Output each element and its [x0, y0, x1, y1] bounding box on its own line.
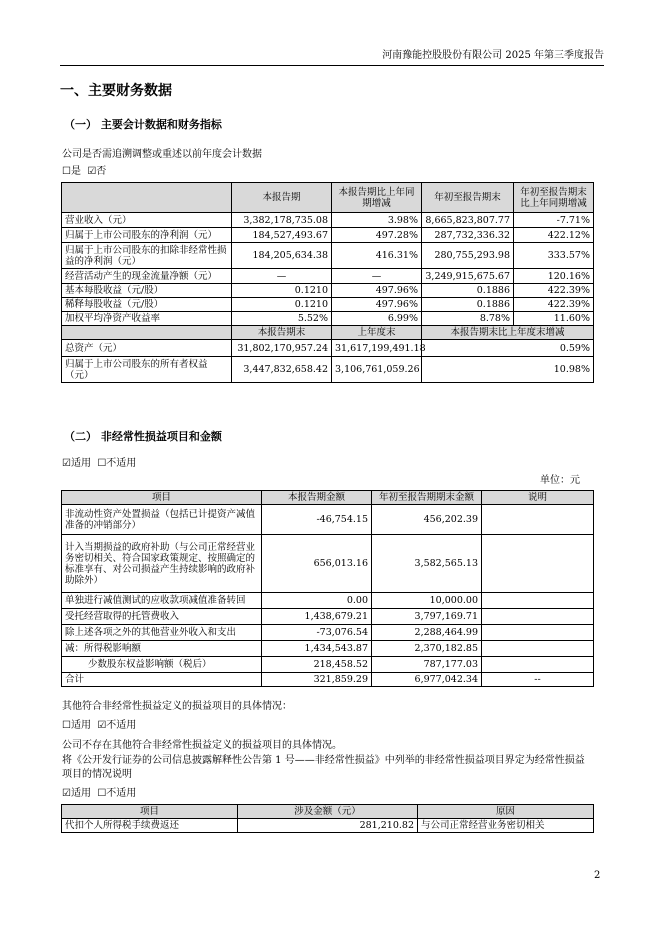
value-cell: 656,013.16	[262, 535, 372, 593]
note-cell	[482, 625, 594, 641]
row-label: 基本每股收益（元/股）	[62, 284, 232, 298]
table-row	[62, 228, 594, 243]
table-header-row	[62, 491, 594, 505]
reason-cell: 与公司正常经营业务密切相关	[418, 819, 594, 833]
value-cell: 497.96%	[332, 284, 422, 298]
page-number: 2	[594, 870, 601, 881]
value-cell: 8,665,823,807.77	[422, 213, 514, 228]
value-cell: 3,582,565.13	[372, 535, 482, 593]
note-cell: --	[482, 673, 594, 687]
value-cell: 5.52%	[232, 312, 332, 326]
value-cell: —	[332, 269, 422, 284]
not-applicable-checkbox[interactable]: ☐不适用	[97, 458, 137, 469]
table-row	[62, 641, 594, 657]
value-cell: 497.96%	[332, 298, 422, 312]
value-cell: 321,859.29	[262, 673, 372, 687]
no-other-items-text: 公司不存在其他符合非经常性损益定义的损益项目的具体情况。	[62, 740, 342, 751]
table-total-row	[62, 673, 594, 687]
header-cell: 本报告期末	[232, 326, 332, 340]
applicable-options-1	[62, 457, 136, 471]
applicable-checkbox[interactable]: ☐适用	[62, 720, 91, 731]
value-cell: 422.39%	[514, 298, 594, 312]
value-cell: 0.1210	[232, 284, 332, 298]
note-cell	[482, 641, 594, 657]
header-cell: 年初至报告期期末金额	[372, 491, 482, 505]
explanation-line-1: 将《公开发行证券的公司信息披露解释性公告第 1 号——非经常性损益》中列举的非经常性损益项目界定为经常性损益	[62, 755, 585, 766]
value-cell: 11.60%	[514, 312, 594, 326]
value-cell: 280,755,293.98	[422, 243, 514, 269]
value-cell: 2,288,464.99	[372, 625, 482, 641]
value-cell: —	[232, 269, 332, 284]
value-cell: 497.28%	[332, 228, 422, 243]
applicable-checkbox[interactable]: ☑适用	[62, 458, 91, 469]
note-cell	[482, 505, 594, 535]
section-title-non-recurring: （二） 非经常性损益项目和金额	[64, 430, 222, 443]
section-title-accounting-data: （一） 主要会计数据和财务指标	[64, 118, 222, 131]
other-items-note: 其他符合非经常性损益定义的损益项目的具体情况：	[62, 701, 292, 712]
value-cell: 0.00	[262, 593, 372, 609]
header-cell	[62, 326, 232, 340]
table-subheader-row	[62, 326, 594, 340]
table-row	[62, 243, 594, 269]
header-cell: 项目	[62, 491, 262, 505]
value-cell: 31,617,199,491.18	[332, 340, 422, 357]
value-cell: 8.78%	[422, 312, 514, 326]
value-cell: 6.99%	[332, 312, 422, 326]
value-cell: 6,977,042.34	[372, 673, 482, 687]
row-label: 少数股东权益影响额（税后）	[62, 657, 262, 673]
option-no-checkbox[interactable]: ☑否	[87, 166, 107, 177]
header-cell: 涉及金额（元）	[238, 805, 418, 819]
value-cell: 0.1210	[232, 298, 332, 312]
value-cell: 31,802,170,957.24	[232, 340, 332, 357]
table-row	[62, 609, 594, 625]
applicable-options-3	[62, 787, 136, 801]
value-cell: 3,382,178,735.08	[232, 213, 332, 228]
value-cell: 281,210.82	[238, 819, 418, 833]
non-recurring-items-table	[61, 490, 594, 687]
value-cell: 0.1886	[422, 298, 514, 312]
header-cell: 本报告期金额	[262, 491, 372, 505]
value-cell: 333.57%	[514, 243, 594, 269]
table-row	[62, 625, 594, 641]
value-cell: -46,754.15	[262, 505, 372, 535]
value-cell: 218,458.52	[262, 657, 372, 673]
header-cell: 项目	[62, 805, 238, 819]
value-cell: 120.16%	[514, 269, 594, 284]
table-row	[62, 284, 594, 298]
row-label: 加权平均净资产收益率	[62, 312, 232, 326]
header-cell	[62, 183, 232, 213]
value-cell: 422.39%	[514, 284, 594, 298]
value-cell: 456,202.39	[372, 505, 482, 535]
header-cell: 本报告期末比上年度末增减	[422, 326, 594, 340]
table-row	[62, 593, 594, 609]
header-cell: 年初至报告期末比上年同期增减	[514, 183, 594, 213]
value-cell: 3,797,169.71	[372, 609, 482, 625]
table-row	[62, 312, 594, 326]
reclassified-items-table	[61, 804, 594, 833]
row-label: 归属于上市公司股东的扣除非经常性损益的净利润（元）	[62, 243, 232, 269]
table-row	[62, 298, 594, 312]
unit-label: 单位：元	[540, 475, 580, 486]
header-cell: 本报告期	[232, 183, 332, 213]
row-label: 合计	[62, 673, 262, 687]
table-row	[62, 340, 594, 357]
row-label: 减：所得税影响额	[62, 641, 262, 657]
value-cell: 422.12%	[514, 228, 594, 243]
value-cell: 3,106,761,059.26	[332, 357, 422, 383]
section-title-main-financial-data: 一、主要财务数据	[60, 83, 172, 99]
table-row	[62, 269, 594, 284]
row-label: 单独进行减值测试的应收款项减值准备转回	[62, 593, 262, 609]
row-label: 受托经营取得的托管费收入	[62, 609, 262, 625]
table-row	[62, 357, 594, 383]
table-row	[62, 819, 594, 833]
value-cell: 184,205,634.38	[232, 243, 332, 269]
table-row	[62, 657, 594, 673]
value-cell: 3,447,832,658.42	[232, 357, 332, 383]
row-label: 总资产（元）	[62, 340, 232, 357]
row-label: 归属于上市公司股东的净利润（元）	[62, 228, 232, 243]
note-cell	[482, 535, 594, 593]
not-applicable-checkbox[interactable]: ☐不适用	[97, 788, 137, 799]
value-cell: 787,177.03	[372, 657, 482, 673]
value-cell: -7.71%	[514, 213, 594, 228]
table-row	[62, 213, 594, 228]
value-cell: 416.31%	[332, 243, 422, 269]
row-label: 计入当期损益的政府补助（与公司正常经营业务密切相关、符合国家政策规定、按照确定的标准享有、对公司损益产生持续影响的政府补助除外）	[62, 535, 262, 593]
page-header: 河南豫能控股股份有限公司 2025 年第三季度报告	[60, 46, 604, 66]
table-header-row	[62, 183, 594, 213]
value-cell: 287,732,336.32	[422, 228, 514, 243]
value-cell: 3,249,915,675.67	[422, 269, 514, 284]
header-cell: 本报告期比上年同期增减	[332, 183, 422, 213]
value-cell: 1,434,543.87	[262, 641, 372, 657]
value-cell: 0.1886	[422, 284, 514, 298]
header-cell: 上年度末	[332, 326, 422, 340]
row-label: 代扣个人所得税手续费返还	[62, 819, 238, 833]
restate-options	[62, 165, 106, 179]
header-cell: 说明	[482, 491, 594, 505]
not-applicable-checkbox[interactable]: ☑不适用	[97, 720, 137, 731]
row-label: 经营活动产生的现金流量净额（元）	[62, 269, 232, 284]
row-label: 稀释每股收益（元/股）	[62, 298, 232, 312]
note-cell	[482, 657, 594, 673]
table-header-row	[62, 805, 594, 819]
value-cell: 0.59%	[422, 340, 594, 357]
restate-question: 公司是否需追溯调整或重述以前年度会计数据	[62, 149, 262, 160]
table-row	[62, 535, 594, 593]
value-cell: 2,370,182.85	[372, 641, 482, 657]
table-row	[62, 505, 594, 535]
row-label: 非流动性资产处置损益（包括已计提资产减值准备的冲销部分）	[62, 505, 262, 535]
value-cell: 184,527,493.67	[232, 228, 332, 243]
option-yes-checkbox[interactable]: ☐是	[62, 166, 81, 177]
row-label: 除上述各项之外的其他营业外收入和支出	[62, 625, 262, 641]
row-label: 营业收入（元）	[62, 213, 232, 228]
note-cell	[482, 609, 594, 625]
financial-indicators-table	[61, 182, 594, 383]
value-cell: -73,076.54	[262, 625, 372, 641]
row-label: 归属于上市公司股东的所有者权益（元）	[62, 357, 232, 383]
header-cell: 原因	[418, 805, 594, 819]
value-cell: 10.98%	[422, 357, 594, 383]
value-cell: 1,438,679.21	[262, 609, 372, 625]
applicable-options-2	[62, 719, 136, 733]
value-cell: 3.98%	[332, 213, 422, 228]
explanation-line-2: 项目的情况说明	[62, 769, 132, 780]
header-cell: 年初至报告期末	[422, 183, 514, 213]
value-cell: 10,000.00	[372, 593, 482, 609]
applicable-checkbox[interactable]: ☑适用	[62, 788, 91, 799]
note-cell	[482, 593, 594, 609]
